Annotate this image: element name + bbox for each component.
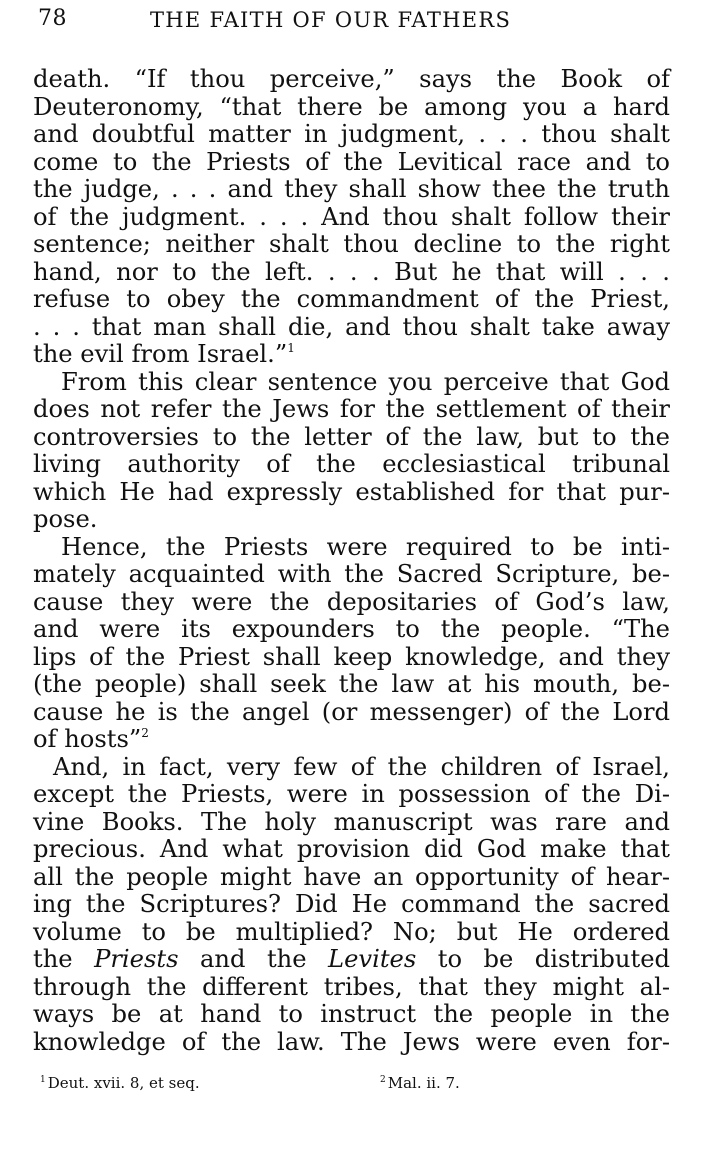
text-line: does not refer the Jews for the settlement of their	[33, 395, 670, 423]
paragraph	[33, 754, 670, 1057]
text-segment: to be distributed	[416, 945, 670, 973]
text-line: ing the Scriptures? Did He command the sacred	[33, 890, 670, 918]
page-header	[30, 6, 670, 36]
text-line: refuse to obey the commandment of the Priest,	[33, 285, 670, 313]
text-line: cause he is the angel (or messenger) of the Lord	[33, 697, 670, 726]
text-line: and were its expounders to the people. “The	[33, 615, 670, 643]
text-line: Hence, the Priests were required to be inti-	[61, 532, 670, 561]
text-line: come to the Priests of the Levitical race and to	[33, 147, 670, 176]
paragraph	[33, 369, 670, 534]
running-title: THE FAITH OF OUR FATHERS	[150, 8, 512, 32]
text-line: mately acquainted with the Sacred Scripture, be-	[33, 560, 670, 588]
text-line: vine Books. The holy manuscript was rare and	[33, 807, 670, 836]
footnote	[380, 1074, 460, 1092]
text-line: hand, nor to the left. . . . But he that will . . .	[33, 257, 670, 286]
text-line: sentence; neither shalt thou decline to the right	[33, 230, 670, 258]
text-line: ways be at hand to instruct the people in the	[33, 1000, 670, 1028]
text-line: knowledge of the law. The Jews were even for-	[33, 1027, 670, 1056]
text-line: And, in fact, very few of the children of Israel,	[53, 752, 670, 781]
text-line: and doubtful matter in judgment, . . . thou shalt	[33, 120, 670, 148]
text-segment: the	[33, 945, 95, 973]
text-line: cause they were the depositaries of God’s law,	[33, 587, 670, 616]
text-line: living authority of the ecclesiastical tribunal	[33, 450, 670, 478]
footnote-ref: 2	[141, 726, 149, 740]
footnote-mark: 1	[40, 1075, 46, 1085]
footnote-text: Deut. xvii. 8, et seq.	[47, 1074, 200, 1092]
italic-term: Priests	[94, 945, 179, 973]
text-line: pose.	[33, 505, 98, 533]
page-number: 78	[38, 6, 67, 31]
text-segment: and the	[178, 945, 329, 973]
text-line: . . . that man shall die, and thou shalt take away	[33, 312, 670, 341]
text-line: volume to be multiplied? No; but He ordered	[33, 917, 670, 946]
text-line: the judge, . . . and they shall show thee the truth	[33, 175, 670, 203]
text-line: lips of the Priest shall keep knowledge, and they	[33, 642, 670, 671]
paragraph	[33, 534, 670, 754]
text-line: all the people might have an opportunity of hear-	[33, 862, 670, 891]
text-line: precious. And what provision did God make that	[33, 835, 670, 863]
text-line	[33, 726, 670, 754]
footnote-mark: 2	[380, 1075, 386, 1085]
italic-term: Levites	[328, 945, 417, 973]
footnote-text: Mal. ii. 7.	[387, 1074, 460, 1092]
footnote-ref: 1	[287, 341, 295, 355]
text-line-content: the evil from Israel.”	[33, 340, 288, 368]
text-line: through the different tribes, that they might al-	[33, 972, 670, 1001]
text-line: except the Priests, were in possession of the Di-	[33, 780, 670, 808]
body-text	[33, 66, 670, 1056]
text-line: Deuteronomy, “that there be among you a hard	[33, 92, 670, 121]
text-line: (the people) shall seek the law at his mouth, be-	[33, 670, 670, 698]
text-line	[33, 946, 670, 974]
text-line-content: of hosts”	[33, 725, 142, 753]
footnote	[40, 1074, 200, 1092]
text-line: death. “If thou perceive,” says the Book of	[33, 65, 670, 93]
text-line: of the judgment. . . . And thou shalt follow their	[33, 202, 670, 231]
text-line: From this clear sentence you perceive that God	[61, 367, 670, 396]
text-line: controversies to the letter of the law, but to the	[33, 422, 670, 451]
text-line: which He had expressly established for that pur-	[33, 477, 670, 506]
text-line	[33, 341, 670, 369]
paragraph	[33, 66, 670, 369]
